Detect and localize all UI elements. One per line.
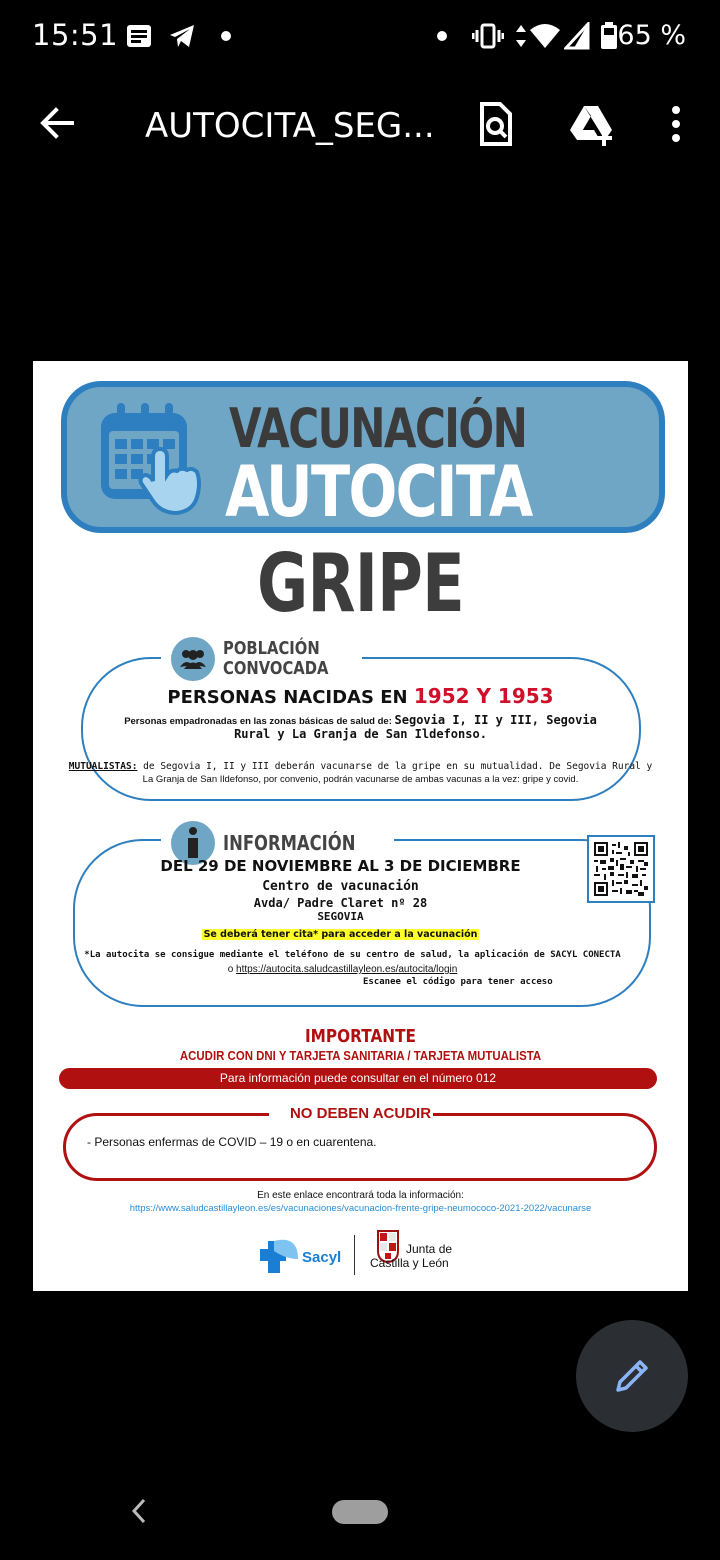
nav-home-pill[interactable] [332,1500,388,1524]
banner [61,381,665,533]
poblacion-headline [33,684,688,708]
autocita-line-2 [33,964,670,975]
zones-line-2: Rural y La Granja de San Ildefonso. [234,727,487,741]
mutualistas-line-1 [33,761,688,772]
no-deben-item: - Personas enfermas de COVID – 19 o en cuarentena. [87,1135,377,1149]
mutualistas-label: MUTUALISTAS: [68,761,138,772]
mutualistas-text-1: de Segovia I, II y III deberán vacunarse de la gripe en su mutualidad. De Segovia Rural y [137,761,653,772]
edit-pencil-icon [612,1356,652,1396]
wifi-icon [528,22,562,50]
sacyl-logo [260,1237,350,1277]
banner-line2: AUTOCITA [225,451,532,533]
info-cita-notice: Se deberá tener cita* para acceder a la vacunación [203,929,478,940]
phone-info-bar: Para información puede consultar en el número 012 [59,1068,657,1089]
people-icon [171,637,215,681]
info-dates: DEL 29 DE NOVIEMBRE AL 3 DE DICIEMBRE [160,857,521,875]
autocita-link[interactable]: https://autocita.saludcastillayleon.es/autocita/login [236,964,458,975]
dot-icon [436,22,448,50]
poblacion-header [161,635,362,683]
signal-icon [564,22,590,50]
autocita-or: o [227,964,237,975]
poblacion-label-2: CONVOCADA [223,658,329,679]
nav-back-icon[interactable] [126,1494,150,1528]
junta-logo [370,1229,506,1279]
back-arrow-icon[interactable] [36,102,78,144]
edit-fab[interactable] [576,1320,688,1432]
notes-icon [126,22,152,50]
app-bar [0,80,720,172]
logo-divider [354,1235,355,1275]
calendar-tap-icon [95,397,215,517]
headline-years: 1952 Y 1953 [413,684,554,708]
zones-bold-1: Segovia I, II y III, Segovia [394,713,597,727]
footer-link-url[interactable]: https://www.saludcastillayleon.es/es/vacunaciones/vacunacion-frente-gripe-neumococo-2021-2022/vacunarse [129,1203,592,1214]
dot-icon [220,22,232,50]
main-title: GRIPE [257,537,464,630]
importante-title: IMPORTANTE [304,1026,417,1047]
junta-logo-text-2: Castilla y León [370,1256,449,1270]
footer-link-intro: En este enlace encontrará toda la información: [257,1190,464,1201]
status-bar [0,0,720,72]
importante-subtitle: ACUDIR CON DNI Y TARJETA SANITARIA / TARJETA MUTUALISTA [179,1048,542,1063]
sacyl-logo-text: Sacyl [302,1249,342,1266]
find-in-page-icon[interactable] [472,100,520,148]
info-centro: Centro de vacunación [262,879,419,894]
autocita-line-1: *La autocita se consigue mediante el teléfono de su centro de salud, la aplicación de SACYL CONECTA [84,950,621,960]
banner-line1: VACUNACIÓN [229,397,527,460]
scan-text: Escanee el código para tener acceso [363,977,553,987]
mutualistas-line-2: La Granja de San Ildefonso, por convenio, podrán vacunarse de ambas vacunas a la vez: gripe y covid. [142,774,579,785]
sacyl-cross-icon [260,1237,300,1277]
vibrate-icon [472,22,504,50]
battery-icon [600,22,618,50]
headline-text: PERSONAS NACIDAS EN [167,687,414,708]
junta-logo-text-1: Junta de [406,1242,453,1256]
pdf-page[interactable] [33,361,688,1291]
info-cita-line [33,924,668,942]
info-address: Avda/ Padre Claret nº 28 [253,896,428,910]
more-vert-icon[interactable] [652,100,700,148]
telegram-icon [168,22,196,50]
no-deben-title: NO DEBEN ACUDIR [289,1105,432,1122]
document-title: AUTOCITA_SEG... [145,106,435,146]
battery-percent: 65 % [617,20,686,51]
info-city: SEGOVIA [317,910,364,923]
informacion-label: INFORMACIÓN [223,831,356,855]
data-arrows-icon [514,22,528,50]
add-to-drive-icon[interactable] [568,100,616,148]
status-time: 15:51 [32,18,119,52]
poblacion-label-1: POBLACIÓN [223,638,320,659]
zones-intro: Personas empadronadas en las zonas básicas de salud de: [124,716,395,727]
